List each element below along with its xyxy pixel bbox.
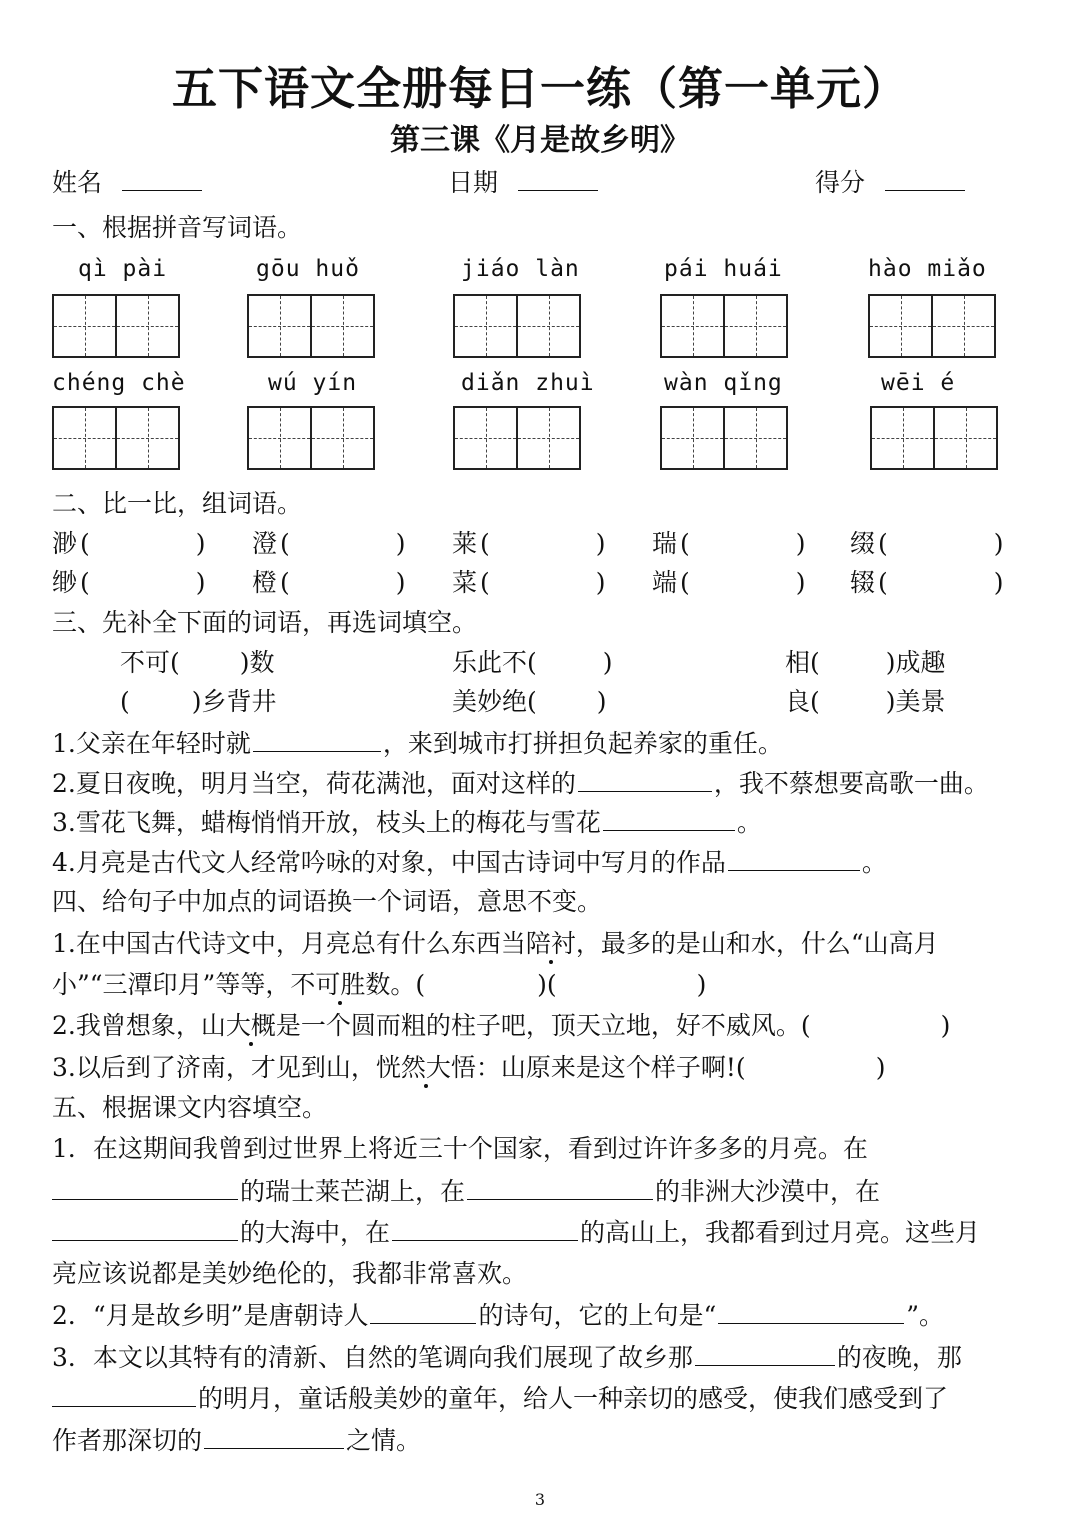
- compare-char: 端: [652, 568, 678, 597]
- pinyin-label: wú yín: [268, 370, 358, 396]
- character-grid[interactable]: [247, 406, 375, 470]
- section5-heading: 五、根据课文内容填空。: [52, 1093, 328, 1122]
- compare-blank[interactable]: ( ): [680, 529, 806, 558]
- compare-blank[interactable]: ( ): [680, 568, 806, 597]
- compare-blank[interactable]: ( ): [80, 568, 206, 597]
- idiom-item: 美妙绝( ): [452, 687, 607, 716]
- pinyin-label: gōu huǒ: [256, 256, 360, 282]
- text-fill-line: 的瑞士莱芒湖上，在 的非洲大沙漠中，在: [52, 1175, 880, 1208]
- compare-blank[interactable]: ( ): [878, 529, 1004, 558]
- character-grid[interactable]: [247, 294, 375, 358]
- answer-blank[interactable]: [392, 1216, 578, 1241]
- score-label: 得分: [815, 168, 866, 197]
- dotted-word: 大概: [225, 1011, 276, 1040]
- answer-blank[interactable]: [578, 767, 712, 792]
- compare-char: 瑞: [652, 529, 678, 558]
- compare-char: 渺: [52, 529, 78, 558]
- character-grid[interactable]: [52, 406, 180, 470]
- character-grid[interactable]: [870, 406, 998, 470]
- pinyin-label: pái huái: [664, 256, 783, 282]
- answer-blank[interactable]: [204, 1424, 344, 1449]
- section4-heading: 四、给句子中加点的词语换一个词语，意思不变。: [52, 887, 603, 916]
- text-fill-line: 的明月，童话般美妙的童年，给人一种亲切的感受，使我们感受到了: [52, 1382, 948, 1415]
- score-field: [815, 166, 967, 199]
- compare-blank[interactable]: ( ): [480, 529, 606, 558]
- answer-blank[interactable]: [695, 1341, 835, 1366]
- compare-blank[interactable]: ( ): [80, 529, 206, 558]
- date-field: [448, 166, 600, 199]
- compare-blank[interactable]: ( ): [280, 568, 406, 597]
- character-grid[interactable]: [868, 294, 996, 358]
- text-fill-line: 亮应该说都是美妙绝伦的，我都非常喜欢。: [52, 1259, 528, 1288]
- text-fill-line: 3．本文以其特有的清新、自然的笔调向我们展现了故乡那 的夜晚，那: [52, 1343, 962, 1372]
- answer-blank[interactable]: [52, 1216, 238, 1241]
- pinyin-label: qì pài: [78, 256, 168, 282]
- compare-char: 辍: [850, 568, 876, 597]
- idiom-item: 不可( )数: [120, 648, 275, 677]
- score-blank[interactable]: [885, 166, 965, 191]
- compare-char: 缀: [850, 529, 876, 558]
- answer-blank[interactable]: [467, 1175, 653, 1200]
- dotted-word: 陪衬: [525, 929, 576, 958]
- pinyin-label: chéng chè: [52, 370, 186, 396]
- name-label: 姓名: [52, 168, 103, 197]
- page-title: 五下语文全册每日一练（第一单元）: [171, 62, 908, 115]
- pinyin-label: wēi é: [881, 370, 956, 396]
- character-grid[interactable]: [453, 294, 581, 358]
- answer-blank[interactable]: [728, 846, 860, 871]
- section3-heading: 三、先补全下面的词语，再选词填空。: [52, 608, 478, 637]
- compare-blank[interactable]: ( ): [480, 568, 606, 597]
- text-fill-line: 2．“月是故乡明”是唐朝诗人 的诗句，它的上句是“ ”。: [52, 1301, 945, 1330]
- dotted-word: 不可胜数: [290, 970, 391, 999]
- answer-blank[interactable]: [603, 806, 735, 831]
- answer-blank[interactable]: [718, 1299, 904, 1324]
- synonym-question: 小”“三潭印月”等等，不可胜数。( )( ): [52, 970, 707, 999]
- answer-blank[interactable]: [52, 1175, 238, 1200]
- compare-blank[interactable]: ( ): [280, 529, 406, 558]
- compare-char: 缈: [52, 568, 78, 597]
- idiom-item: ( )乡背井: [120, 687, 277, 716]
- compare-char: 橙: [252, 568, 278, 597]
- fill-question: 1.父亲在年轻时就 ，来到城市打拼担负起养家的重任。: [52, 729, 783, 758]
- answer-blank[interactable]: [253, 727, 381, 752]
- name-blank[interactable]: [122, 166, 202, 191]
- character-grid[interactable]: [453, 406, 581, 470]
- section2-heading: 二、比一比，组词语。: [52, 489, 303, 518]
- pinyin-label: diǎn zhuì: [461, 370, 595, 396]
- answer-blank[interactable]: [52, 1382, 196, 1407]
- character-grid[interactable]: [660, 406, 788, 470]
- lesson-subtitle: 第三课《月是故乡明》: [390, 123, 690, 158]
- answer-blank[interactable]: [370, 1299, 476, 1324]
- character-grid[interactable]: [52, 294, 180, 358]
- section1-heading: 一、根据拼音写词语。: [52, 213, 303, 242]
- compare-char: 莱: [452, 529, 478, 558]
- pinyin-label: hào miǎo: [868, 256, 987, 282]
- text-fill-line: 作者那深切的 之情。: [52, 1426, 422, 1455]
- synonym-question: 1.在中国古代诗文中，月亮总有什么东西当陪衬，最多的是山和水，什么“山高月: [52, 929, 939, 958]
- compare-blank[interactable]: ( ): [878, 568, 1004, 597]
- compare-char: 菜: [452, 568, 478, 597]
- synonym-question: 2.我曾想象，山大概是一个圆而粗的柱子吧，顶天立地，好不威风。( ): [52, 1011, 951, 1040]
- text-fill-line: 的大海中，在 的高山上，我都看到过月亮。这些月: [52, 1216, 980, 1249]
- fill-question: 2.夏日夜晚，明月当空，荷花满池，面对这样的 ，我不蔡想要高歌一曲。: [52, 769, 989, 798]
- fill-question: 4.月亮是古代文人经常吟咏的对象，中国古诗词中写月的作品 。: [52, 848, 887, 877]
- date-blank[interactable]: [518, 166, 598, 191]
- text-fill-line: 1．在这期间我曾到过世界上将近三十个国家，看到过许许多多的月亮。在: [52, 1134, 868, 1163]
- dotted-word: 恍然大悟: [375, 1053, 476, 1082]
- pinyin-label: wàn qǐng: [664, 370, 783, 396]
- idiom-item: 相( )成趣: [785, 648, 946, 677]
- date-label: 日期: [448, 168, 499, 197]
- name-field: [52, 166, 204, 199]
- compare-char: 澄: [252, 529, 278, 558]
- page-number: 3: [534, 1490, 546, 1509]
- synonym-question: 3.以后到了济南，才见到山，恍然大悟：山原来是这个样子啊!( ): [52, 1053, 886, 1082]
- character-grid[interactable]: [660, 294, 788, 358]
- fill-question: 3.雪花飞舞，蜡梅悄悄开放，枝头上的梅花与雪花 。: [52, 808, 762, 837]
- idiom-item: 良( )美景: [785, 687, 946, 716]
- idiom-item: 乐此不( ): [452, 648, 613, 677]
- pinyin-label: jiáo làn: [461, 256, 580, 282]
